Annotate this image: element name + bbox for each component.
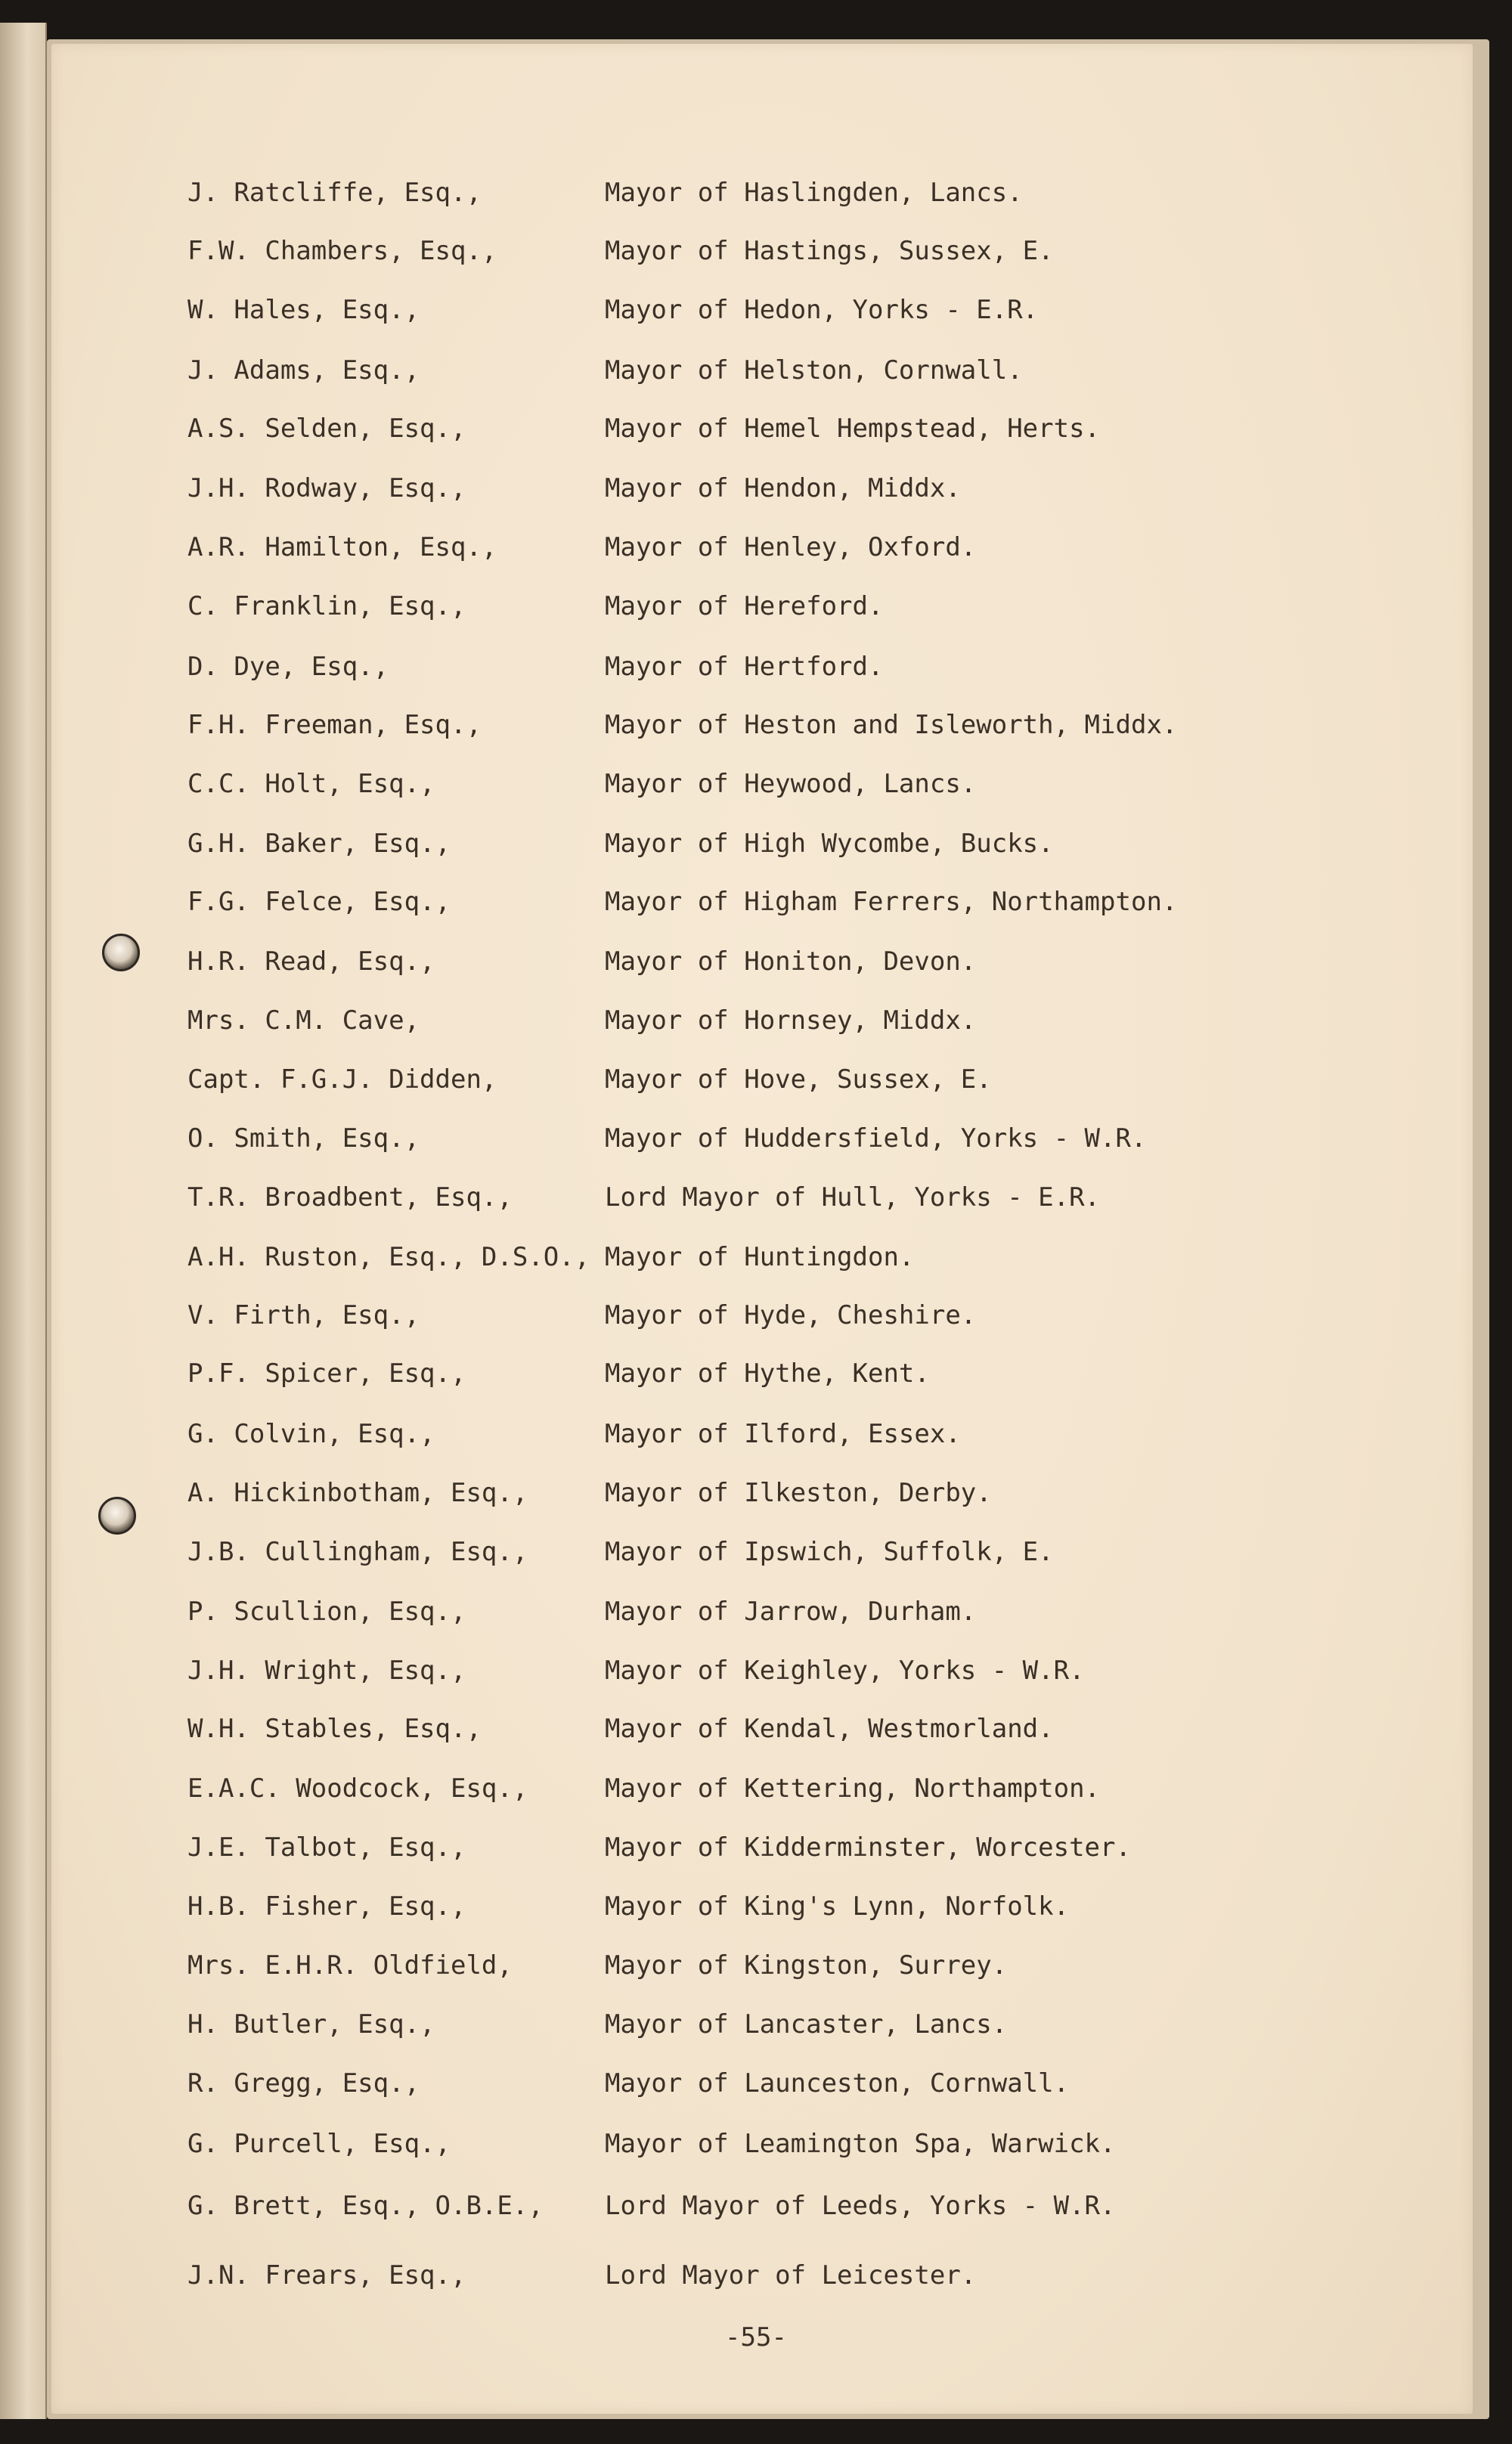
- entry-office: Mayor of Hertford.: [605, 652, 884, 682]
- entry-office: Mayor of Huddersfield, Yorks - W.R.: [605, 1123, 1147, 1154]
- list-item: [0, 2002, 1512, 2047]
- list-item: [0, 287, 1512, 333]
- entry-name: G. Purcell, Esq.,: [187, 2129, 451, 2159]
- entry-office: Mayor of Hemel Hempstead, Herts.: [605, 414, 1101, 444]
- entry-office: Mayor of Heston and Isleworth, Middx.: [605, 710, 1178, 740]
- entry-name: A.R. Hamilton, Esq.,: [187, 532, 497, 562]
- entry-office: Mayor of Helston, Cornwall.: [605, 355, 1023, 386]
- list-item: [0, 228, 1512, 274]
- entry-office: Mayor of Hove, Sussex, E.: [605, 1064, 992, 1095]
- entry-office: Mayor of Hornsey, Middx.: [605, 1005, 977, 1036]
- list-item: [0, 1234, 1512, 1280]
- list-item: [0, 2061, 1512, 2106]
- list-item: [0, 761, 1512, 807]
- page-number: -55-: [725, 2322, 787, 2353]
- entry-office: Mayor of Ilford, Essex.: [605, 1419, 961, 1449]
- entry-name: W. Hales, Esq.,: [187, 295, 420, 325]
- entry-office: Mayor of Ipswich, Suffolk, E.: [605, 1537, 1054, 1567]
- entry-office: Mayor of Launceston, Cornwall.: [605, 2068, 1070, 2099]
- entry-office: Mayor of Haslingden, Lancs.: [605, 178, 1023, 208]
- entry-office: Mayor of Heywood, Lancs.: [605, 769, 977, 799]
- entry-office: Mayor of King's Lynn, Norfolk.: [605, 1891, 1070, 1922]
- list-item: [0, 1351, 1512, 1396]
- entry-name: C. Franklin, Esq.,: [187, 591, 466, 621]
- list-item: [0, 1648, 1512, 1693]
- entry-office: Lord Mayor of Leeds, Yorks - W.R.: [605, 2191, 1116, 2221]
- entry-name: J. Ratcliffe, Esq.,: [187, 178, 482, 208]
- list-item: [0, 702, 1512, 748]
- list-item: [0, 2121, 1512, 2167]
- entry-office: Mayor of Ilkeston, Derby.: [605, 1478, 992, 1508]
- entry-name: A. Hickinbotham, Esq.,: [187, 1478, 528, 1508]
- entry-name: F.G. Felce, Esq.,: [187, 887, 451, 917]
- entry-office: Mayor of Higham Ferrers, Northampton.: [605, 887, 1178, 917]
- entry-name: J.E. Talbot, Esq.,: [187, 1832, 466, 1863]
- list-item: [0, 879, 1512, 925]
- entry-name: D. Dye, Esq.,: [187, 652, 389, 682]
- entry-name: G. Colvin, Esq.,: [187, 1419, 435, 1449]
- entry-office: Mayor of Honiton, Devon.: [605, 946, 977, 977]
- entry-office: Mayor of Huntingdon.: [605, 1242, 915, 1272]
- entry-name: J.B. Cullingham, Esq.,: [187, 1537, 528, 1567]
- entry-name: H.R. Read, Esq.,: [187, 946, 435, 977]
- entry-name: F.W. Chambers, Esq.,: [187, 236, 497, 266]
- entry-name: J.H. Rodway, Esq.,: [187, 473, 466, 503]
- list-item: [0, 1825, 1512, 1870]
- list-item: [0, 406, 1512, 451]
- list-item: [0, 2183, 1512, 2229]
- entry-name: G.H. Baker, Esq.,: [187, 829, 451, 859]
- entry-office: Mayor of Hereford.: [605, 591, 884, 621]
- entry-office: Mayor of Kingston, Surrey.: [605, 1950, 1008, 1981]
- entry-name: H.B. Fisher, Esq.,: [187, 1891, 466, 1922]
- list-item: [0, 644, 1512, 689]
- entry-office: Lord Mayor of Hull, Yorks - E.R.: [605, 1182, 1101, 1213]
- entry-name: H. Butler, Esq.,: [187, 2009, 435, 2040]
- entry-office: Mayor of Hyde, Cheshire.: [605, 1300, 977, 1330]
- entry-office: Mayor of High Wycombe, Bucks.: [605, 829, 1054, 859]
- entry-name: J. Adams, Esq.,: [187, 355, 420, 386]
- list-item: [0, 821, 1512, 866]
- entry-office: Mayor of Hedon, Yorks - E.R.: [605, 295, 1039, 325]
- list-item: [0, 1116, 1512, 1161]
- entry-office: Lord Mayor of Leicester.: [605, 2260, 977, 2291]
- entry-name: T.R. Broadbent, Esq.,: [187, 1182, 513, 1213]
- entry-name: W.H. Stables, Esq.,: [187, 1714, 482, 1744]
- entry-name: A.H. Ruston, Esq., D.S.O.,: [187, 1242, 590, 1272]
- entry-name: E.A.C. Woodcock, Esq.,: [187, 1773, 528, 1804]
- entry-name: C.C. Holt, Esq.,: [187, 769, 435, 799]
- entry-name: R. Gregg, Esq.,: [187, 2068, 420, 2099]
- entry-name: O. Smith, Esq.,: [187, 1123, 420, 1154]
- entry-office: Mayor of Hastings, Sussex, E.: [605, 236, 1054, 266]
- entry-name: F.H. Freeman, Esq.,: [187, 710, 482, 740]
- list-item: [0, 1706, 1512, 1752]
- entry-office: Mayor of Leamington Spa, Warwick.: [605, 2129, 1116, 2159]
- list-item: [0, 170, 1512, 215]
- list-item: [0, 1175, 1512, 1220]
- list-item: [0, 1884, 1512, 1929]
- list-item: [0, 1293, 1512, 1338]
- entry-name: Mrs. E.H.R. Oldfield,: [187, 1950, 513, 1981]
- entry-office: Mayor of Kettering, Northampton.: [605, 1773, 1101, 1804]
- entry-office: Mayor of Henley, Oxford.: [605, 532, 977, 562]
- entry-name: J.N. Frears, Esq.,: [187, 2260, 466, 2291]
- entry-name: Mrs. C.M. Cave,: [187, 1005, 420, 1036]
- entry-office: Mayor of Kidderminster, Worcester.: [605, 1832, 1131, 1863]
- list-item: [0, 998, 1512, 1043]
- list-item: [0, 348, 1512, 393]
- entry-name: Capt. F.G.J. Didden,: [187, 1064, 497, 1095]
- entry-office: Mayor of Kendal, Westmorland.: [605, 1714, 1054, 1744]
- list-item: [0, 2253, 1512, 2298]
- entry-office: Mayor of Lancaster, Lancs.: [605, 2009, 1008, 2040]
- entry-name: P. Scullion, Esq.,: [187, 1597, 466, 1627]
- list-item: [0, 1057, 1512, 1102]
- list-item: [0, 1766, 1512, 1811]
- entry-office: Mayor of Hendon, Middx.: [605, 473, 961, 503]
- list-item: [0, 1529, 1512, 1575]
- entry-office: Mayor of Jarrow, Durham.: [605, 1597, 977, 1627]
- entry-name: A.S. Selden, Esq.,: [187, 414, 466, 444]
- entry-name: J.H. Wright, Esq.,: [187, 1656, 466, 1686]
- list-item: [0, 1470, 1512, 1516]
- entry-office: Mayor of Hythe, Kent.: [605, 1358, 930, 1389]
- entry-name: P.F. Spicer, Esq.,: [187, 1358, 466, 1389]
- list-item: [0, 584, 1512, 629]
- entry-name: V. Firth, Esq.,: [187, 1300, 420, 1330]
- list-item: [0, 525, 1512, 570]
- entry-name: G. Brett, Esq., O.B.E.,: [187, 2191, 544, 2221]
- entry-office: Mayor of Keighley, Yorks - W.R.: [605, 1656, 1085, 1686]
- list-item: [0, 1589, 1512, 1634]
- list-item: [0, 1943, 1512, 1988]
- list-item: [0, 1411, 1512, 1457]
- list-item: [0, 466, 1512, 511]
- list-item: [0, 939, 1512, 984]
